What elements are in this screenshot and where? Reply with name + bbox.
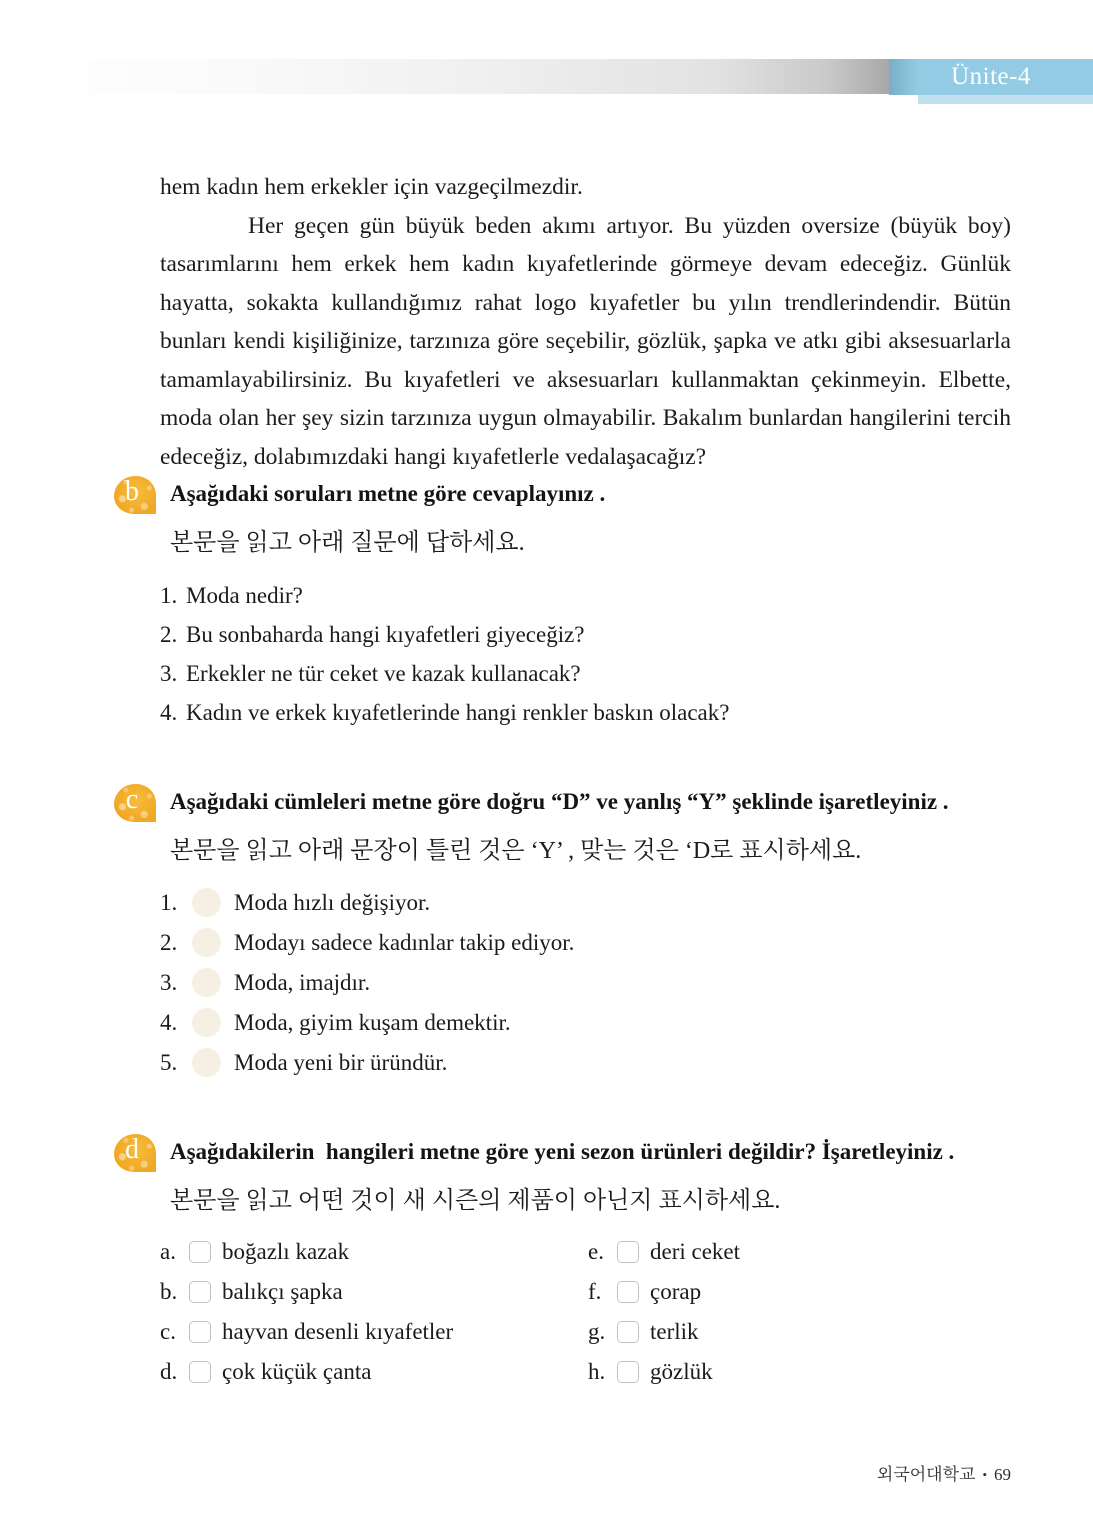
- option-checkbox[interactable]: [189, 1321, 211, 1343]
- unit-ribbon-shadow: [918, 95, 1093, 104]
- answer-bubble[interactable]: [192, 888, 221, 917]
- option-checkbox[interactable]: [617, 1321, 639, 1343]
- question-number: 3.: [160, 661, 178, 686]
- option-row: [160, 1358, 453, 1386]
- answer-bubble[interactable]: [192, 1048, 221, 1077]
- section-d-title: Aşağıdakilerin hangileri metne göre yeni sezon ürünleri değildir? İşaretleyiniz .: [170, 1139, 955, 1164]
- answer-bubble[interactable]: [192, 1008, 221, 1037]
- statement-row: [160, 968, 574, 997]
- answer-bubble[interactable]: [192, 928, 221, 957]
- options-column-right: [588, 1238, 740, 1398]
- option-checkbox[interactable]: [189, 1281, 211, 1303]
- option-letter: e.: [588, 1239, 604, 1264]
- section-c-statement-list: [160, 888, 574, 1088]
- statement-row: [160, 928, 574, 957]
- option-text: balıkçı şapka: [222, 1279, 343, 1304]
- statement-text: Moda yeni bir üründür.: [234, 1049, 448, 1075]
- question-row: [160, 700, 729, 739]
- option-checkbox[interactable]: [617, 1241, 639, 1263]
- question-row: [160, 661, 729, 700]
- option-letter: d.: [160, 1359, 178, 1384]
- statement-row: [160, 1048, 574, 1077]
- section-b-question-list: [160, 583, 729, 739]
- reading-passage: [160, 168, 1011, 476]
- option-text: deri ceket: [650, 1239, 741, 1264]
- statement-text: Moda, giyim kuşam demektir.: [234, 1009, 511, 1035]
- statement-number: 1.: [160, 889, 178, 915]
- header-gradient-bar: [20, 59, 889, 94]
- section-b-title: Aşağıdaki soruları metne göre cevaplayınız .: [170, 481, 606, 506]
- option-letter: h.: [588, 1359, 606, 1384]
- section-d-title-korean: 본문을 읽고 어떤 것이 새 시즌의 제품이 아닌지 표시하세요.: [170, 1188, 781, 1214]
- statement-text: Moda hızlı değişiyor.: [234, 889, 431, 915]
- statement-number: 4.: [160, 1009, 178, 1035]
- option-checkbox[interactable]: [189, 1241, 211, 1263]
- option-row: [160, 1238, 453, 1266]
- option-letter: g.: [588, 1319, 606, 1344]
- page-footer: [160, 1460, 1011, 1485]
- option-checkbox[interactable]: [617, 1281, 639, 1303]
- footer-school-name: 외국어대학교: [876, 1465, 976, 1484]
- unit-label: Ünite-4: [951, 63, 1031, 90]
- section-c-title-korean: 본문을 읽고 아래 문장이 틀린 것은 ‘Y’ , 맞는 것은 ‘D로 표시하세요.: [170, 838, 862, 864]
- option-row: [588, 1238, 740, 1266]
- statement-text: Modayı sadece kadınlar takip ediyor.: [234, 929, 575, 955]
- question-number: 1.: [160, 583, 178, 608]
- unit-ribbon: [889, 59, 1093, 95]
- question-row: [160, 583, 729, 622]
- question-row: [160, 622, 729, 661]
- question-text: Bu sonbaharda hangi kıyafetleri giyeceğiz?: [186, 622, 585, 647]
- option-text: terlik: [650, 1319, 699, 1344]
- section-b-title-korean: 본문을 읽고 아래 질문에 답하세요.: [170, 530, 525, 556]
- answer-bubble[interactable]: [192, 968, 221, 997]
- reading-paragraph-main: Her geçen gün büyük beden akımı artıyor. Bu yüzden oversize (büyük boy) tasarımlarını hem erkek hem kadın kıyafetlerinde görmeye devam edeceğiz. Günlük hayatta, sokakta kullandığımız rahat logo kıyafetler bu yılın trendlerindendir. Bütün bunları kendi kişiliğinize, tarzınıza göre seçebilir, gözlük, şapka ve atkı gibi aksesuarlarla tamamlayabilirsiniz. Bu kıyafetleri ve aksesuarları kullanmaktan çekinmeyin. Elbette, moda olan her şey sizin tarzınıza uygun olmayabilir. Bakalım bunlardan hangilerini tercih edeceğiz, dolabımızdaki hangi kıyafetlerle vedalaşacağız?: [160, 212, 1011, 470]
- options-column-left: [160, 1238, 453, 1398]
- option-row: [588, 1318, 740, 1346]
- statement-number: 2.: [160, 929, 178, 955]
- section-b-badge-letter: b: [125, 476, 139, 507]
- option-checkbox[interactable]: [189, 1361, 211, 1383]
- option-text: hayvan desenli kıyafetler: [222, 1319, 454, 1344]
- question-number: 4.: [160, 700, 178, 725]
- section-c-badge-icon: [114, 784, 156, 822]
- option-row: [160, 1278, 453, 1306]
- option-text: çorap: [650, 1279, 702, 1304]
- footer-page-number: 69: [994, 1465, 1011, 1484]
- statement-row: [160, 1008, 574, 1037]
- option-text: çok küçük çanta: [222, 1359, 372, 1384]
- reading-paragraph-end: hem kadın hem erkekler için vazgeçilmezdir.: [160, 174, 583, 200]
- section-c-badge-letter: c: [125, 784, 139, 815]
- question-text: Moda nedir?: [186, 583, 303, 608]
- option-text: boğazlı kazak: [222, 1239, 350, 1264]
- option-letter: b.: [160, 1279, 178, 1304]
- option-row: [588, 1278, 740, 1306]
- option-text: gözlük: [650, 1359, 713, 1384]
- statement-number: 3.: [160, 969, 178, 995]
- section-d-badge-letter: d: [125, 1134, 139, 1165]
- footer-separator-dot: •: [982, 1467, 987, 1482]
- option-row: [160, 1318, 453, 1346]
- section-d-badge-icon: [114, 1134, 156, 1172]
- section-c-title: Aşağıdaki cümleleri metne göre doğru “D” ve yanlış “Y” şeklinde işaretleyiniz .: [170, 789, 949, 814]
- statement-number: 5.: [160, 1049, 178, 1075]
- option-letter: f.: [588, 1279, 602, 1304]
- question-text: Erkekler ne tür ceket ve kazak kullanacak?: [186, 661, 581, 686]
- question-number: 2.: [160, 622, 178, 647]
- statement-text: Moda, imajdır.: [234, 969, 371, 995]
- question-text: Kadın ve erkek kıyafetlerinde hangi renkler baskın olacak?: [186, 700, 730, 725]
- option-checkbox[interactable]: [617, 1361, 639, 1383]
- statement-row: [160, 888, 574, 917]
- option-row: [588, 1358, 740, 1386]
- section-b-badge-icon: [114, 476, 156, 514]
- option-letter: c.: [160, 1319, 176, 1344]
- option-letter: a.: [160, 1239, 176, 1264]
